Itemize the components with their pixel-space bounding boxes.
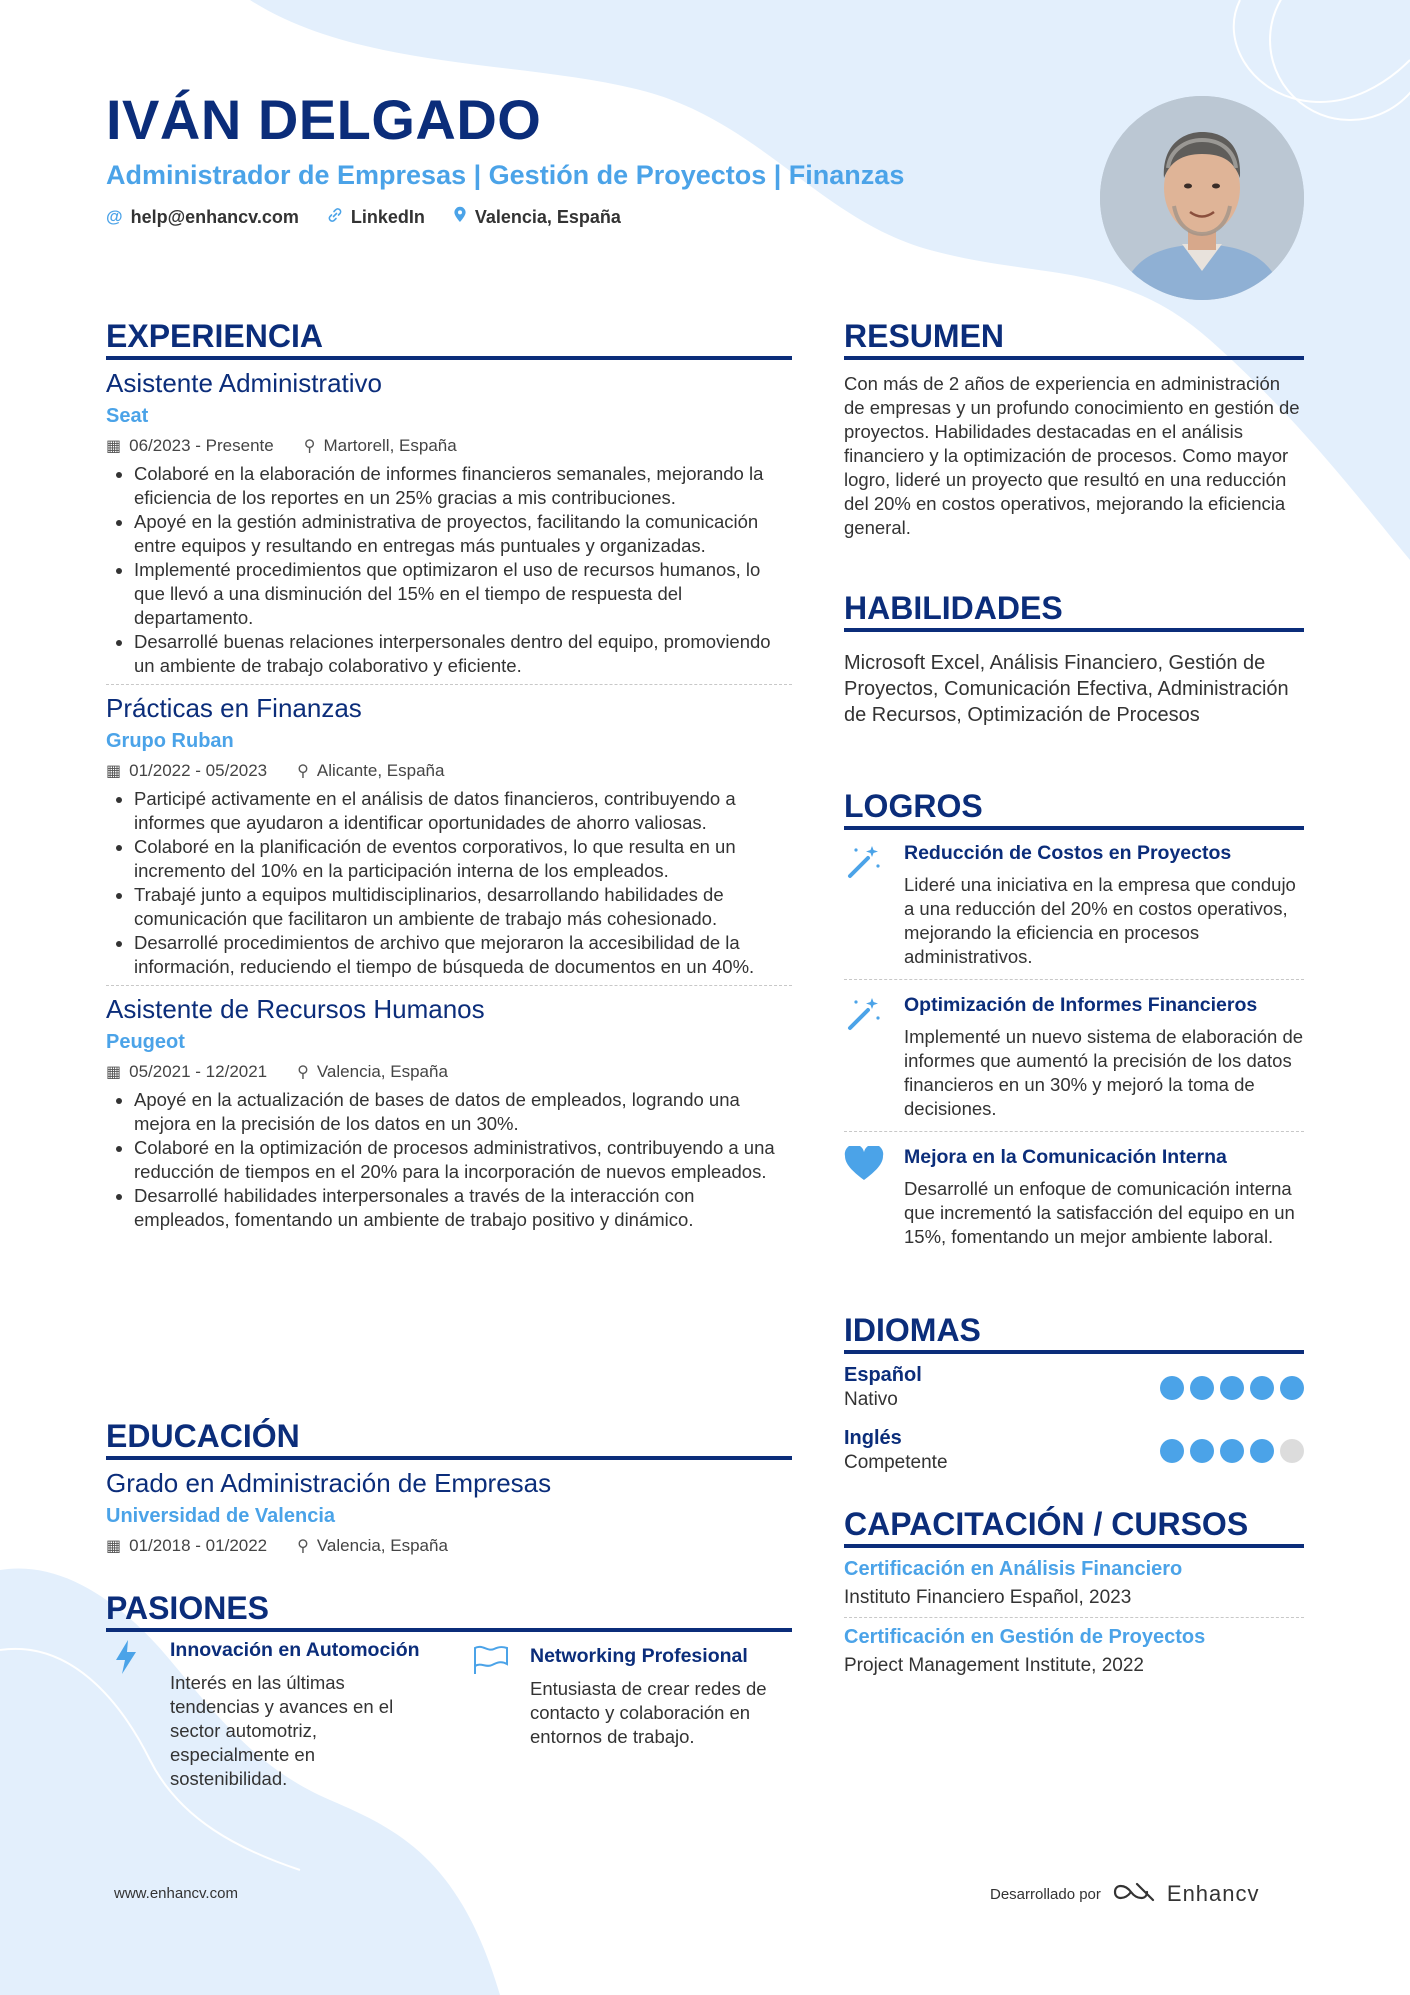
section-rule xyxy=(844,826,1304,830)
enhancv-logo-icon xyxy=(1111,1880,1157,1908)
language-level: Nativo xyxy=(844,1389,898,1410)
passion-title: Networking Profesional xyxy=(530,1645,748,1667)
magic-wand-icon xyxy=(844,842,884,969)
experience-item xyxy=(106,693,792,979)
course-item xyxy=(844,1558,1304,1609)
section-title-summary: RESUMEN xyxy=(844,318,1005,354)
job-location: Alicante, España xyxy=(316,761,445,780)
bullet-item: • Colaboré en la optimización de procesos administrativos, contribuyendo a una reducción de tiempos en el 20% para la incorporación de nuevos empleados. xyxy=(134,1136,792,1184)
language-item xyxy=(844,1364,1304,1411)
location-pin-icon: ⚲ xyxy=(297,1064,309,1081)
job-meta xyxy=(106,761,792,781)
candidate-subtitle: Administrador de Empresas | Gestión de Proyectos | Finanzas xyxy=(106,160,905,190)
email-text: help@enhancv.com xyxy=(130,206,299,227)
education-meta xyxy=(106,1536,792,1556)
rating-dot xyxy=(1160,1376,1184,1400)
achievements-list xyxy=(844,842,1304,1249)
contact-email[interactable] xyxy=(106,206,299,228)
calendar-icon: ▦ xyxy=(106,438,122,455)
experience-item xyxy=(106,994,792,1232)
language-name: Inglés xyxy=(844,1427,902,1449)
degree-title: Grado en Administración de Empresas xyxy=(106,1468,552,1498)
job-location: Martorell, España xyxy=(323,436,457,455)
courses-list xyxy=(844,1558,1304,1677)
job-location: Valencia, España xyxy=(316,1062,448,1081)
language-item xyxy=(844,1427,1304,1474)
flag-icon xyxy=(472,1644,512,1749)
job-dates: 01/2022 - 05/2023 xyxy=(129,761,268,780)
achievement-desc: Desarrollé un enfoque de comunicación interna que incrementó la satisfacción del equipo en un 15%, fomentando un mejor ambiente laboral. xyxy=(904,1178,1295,1247)
location-pin-icon: ⚲ xyxy=(297,1538,309,1555)
language-rating xyxy=(1160,1439,1304,1463)
passion-item xyxy=(112,1638,432,1791)
achievement-item xyxy=(844,994,1304,1121)
location-pin-icon: ⚲ xyxy=(303,438,316,455)
profile-photo xyxy=(1100,96,1304,300)
calendar-icon: ▦ xyxy=(106,763,122,780)
achievement-desc: Lideré una iniciativa en la empresa que condujo a una reducción del 20% en costos operativos, mejorando la eficiencia en procesos administrativos. xyxy=(904,874,1296,967)
passion-desc: Entusiasta de crear redes de contacto y colaboración en entornos de trabajo. xyxy=(530,1678,767,1747)
achievement-title: Reducción de Costos en Proyectos xyxy=(904,842,1232,864)
school-name: Universidad de Valencia xyxy=(106,1505,335,1527)
passion-item xyxy=(472,1644,792,1749)
course-org: Project Management Institute, 2022 xyxy=(844,1655,1144,1676)
lightning-icon xyxy=(112,1638,152,1791)
link-icon xyxy=(327,207,343,228)
section-rule xyxy=(106,1628,792,1632)
footer-brand xyxy=(990,1880,1260,1908)
section-rule xyxy=(106,1456,792,1460)
location-pin-icon: ⚲ xyxy=(297,763,309,780)
divider xyxy=(844,1617,1304,1618)
rating-dot xyxy=(1280,1376,1304,1400)
divider xyxy=(844,1131,1304,1132)
education-location: Valencia, España xyxy=(316,1536,448,1555)
bullet-item: • Apoyé en la actualización de bases de datos de empleados, logrando una mejora en la precisión de los datos en un 30%. xyxy=(134,1088,792,1136)
job-title: Asistente Administrativo xyxy=(106,368,383,398)
section-rule xyxy=(844,1350,1304,1354)
contact-bar xyxy=(106,206,621,228)
divider xyxy=(106,684,792,685)
rating-dot xyxy=(1250,1439,1274,1463)
rating-dot xyxy=(1190,1376,1214,1400)
job-dates: 06/2023 - Presente xyxy=(129,436,274,455)
language-level: Competente xyxy=(844,1452,948,1473)
linkedin-text: LinkedIn xyxy=(350,206,425,227)
summary-text: Con más de 2 años de experiencia en administración de empresas y un profundo conocimiento en gestión de proyectos. Habilidades destacadas en el análisis financiero y la optimización de procesos. Como mayor logro, lideré un proyecto que resultó en una reducción del 20% en costos operativos, mejorando la eficiencia general. xyxy=(844,373,1300,538)
bullet-item: • Trabajé junto a equipos multidisciplinarios, desarrollando habilidades de comunicación que facilitaron un ambiente de trabajo más cohesionado. xyxy=(134,883,792,931)
rating-dot xyxy=(1220,1439,1244,1463)
contact-location xyxy=(453,206,621,228)
brand-name: Enhancv xyxy=(1166,1881,1260,1906)
bullet-item: • Desarrollé habilidades interpersonales a través de la interacción con empleados, fomentando un ambiente de trabajo positivo y dinámico. xyxy=(134,1184,792,1232)
rating-dot xyxy=(1190,1439,1214,1463)
rating-dot xyxy=(1220,1376,1244,1400)
bullet-item: • Implementé procedimientos que optimizaron el uso de recursos humanos, lo que llevó a una disminución del 15% en el tiempo de respuesta del departamento. xyxy=(134,558,792,630)
language-rating xyxy=(1160,1376,1304,1400)
skills-text: Microsoft Excel, Análisis Financiero, Gestión de Proyectos, Comunicación Efectiva, Administración de Recursos, Optimización de Procesos xyxy=(844,652,1289,726)
job-dates: 05/2021 - 12/2021 xyxy=(129,1062,268,1081)
job-meta xyxy=(106,436,792,456)
job-meta xyxy=(106,1062,792,1082)
section-title-passions: PASIONES xyxy=(106,1590,269,1626)
company-name: Peugeot xyxy=(106,1031,185,1053)
at-icon: @ xyxy=(106,207,123,226)
education-dates: 01/2018 - 01/2022 xyxy=(129,1536,268,1555)
experience-list xyxy=(106,368,792,1232)
achievement-item xyxy=(844,1146,1304,1249)
course-title: Certificación en Análisis Financiero xyxy=(844,1558,1183,1580)
section-title-education: EDUCACIÓN xyxy=(106,1418,300,1454)
calendar-icon: ▦ xyxy=(106,1064,122,1081)
section-title-experience: EXPERIENCIA xyxy=(106,318,323,354)
achievement-title: Optimización de Informes Financieros xyxy=(904,994,1258,1016)
heart-icon xyxy=(844,1146,884,1249)
course-item xyxy=(844,1626,1304,1677)
candidate-name: IVÁN DELGADO xyxy=(106,88,542,151)
divider xyxy=(844,979,1304,980)
section-rule xyxy=(844,356,1304,360)
section-title-skills: HABILIDADES xyxy=(844,590,1063,626)
magic-wand-icon xyxy=(844,994,884,1121)
bullet-item: • Colaboré en la planificación de eventos corporativos, lo que resulta en un incremento del 10% en la participación interna de los empleados. xyxy=(134,835,792,883)
rating-dot xyxy=(1160,1439,1184,1463)
languages-list xyxy=(844,1364,1304,1474)
achievement-title: Mejora en la Comunicación Interna xyxy=(904,1146,1227,1168)
job-bullets xyxy=(106,1088,792,1232)
rating-dot xyxy=(1280,1439,1304,1463)
language-name: Español xyxy=(844,1364,922,1386)
rating-dot xyxy=(1250,1376,1274,1400)
section-title-courses: CAPACITACIÓN / CURSOS xyxy=(844,1506,1249,1542)
passion-desc: Interés en las últimas tendencias y avances en el sector automotriz, especialmente en sostenibilidad. xyxy=(170,1672,394,1789)
location-text: Valencia, España xyxy=(474,206,621,227)
location-pin-icon xyxy=(453,206,467,228)
company-name: Seat xyxy=(106,405,149,427)
experience-item xyxy=(106,368,792,678)
contact-linkedin[interactable] xyxy=(327,206,425,228)
course-org: Instituto Financiero Español, 2023 xyxy=(844,1587,1132,1608)
bullet-item: • Desarrollé procedimientos de archivo que mejoraron la accesibilidad de la información, reduciendo el tiempo de búsqueda de documentos en un 40%. xyxy=(134,931,792,979)
passion-title: Innovación en Automoción xyxy=(170,1639,420,1661)
achievement-desc: Implementé un nuevo sistema de elaboración de informes que aumentó la precisión de los datos financieros en un 30% y mejoró la toma de decisiones. xyxy=(904,1026,1304,1119)
bullet-item: • Apoyé en la gestión administrativa de proyectos, facilitando la comunicación entre equipos y resultando en entregas más puntuales y organizadas. xyxy=(134,510,792,558)
bullet-item: • Colaboré en la elaboración de informes financieros semanales, mejorando la eficiencia de los reportes en un 25% gracias a mis contribuciones. xyxy=(134,462,792,510)
section-rule xyxy=(106,356,792,360)
bullet-item: • Participé activamente en el análisis de datos financieros, contribuyendo a informes que ayudaron a identificar oportunidades de ahorro valiosas. xyxy=(134,787,792,835)
section-title-achievements: LOGROS xyxy=(844,788,983,824)
course-title: Certificación en Gestión de Proyectos xyxy=(844,1626,1206,1648)
section-title-languages: IDIOMAS xyxy=(844,1312,981,1348)
job-title: Asistente de Recursos Humanos xyxy=(106,994,485,1024)
divider xyxy=(106,985,792,986)
company-name: Grupo Ruban xyxy=(106,730,234,752)
calendar-icon: ▦ xyxy=(106,1538,122,1555)
footer-website[interactable]: www.enhancv.com xyxy=(114,1885,238,1902)
job-title: Prácticas en Finanzas xyxy=(106,693,362,723)
section-rule xyxy=(844,628,1304,632)
education-item xyxy=(106,1468,792,1556)
powered-by-text: Desarrollado por xyxy=(990,1885,1101,1903)
bullet-item: • Desarrollé buenas relaciones interpersonales dentro del equipo, promoviendo un ambiente de trabajo colaborativo y eficiente. xyxy=(134,630,792,678)
job-bullets xyxy=(106,787,792,979)
achievement-item xyxy=(844,842,1304,969)
job-bullets xyxy=(106,462,792,678)
section-rule xyxy=(844,1544,1304,1548)
